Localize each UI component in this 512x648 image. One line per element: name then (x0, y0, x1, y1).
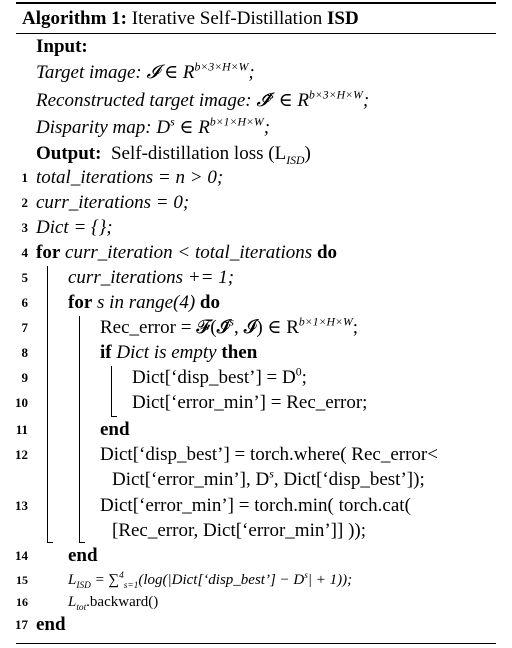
line-number: 4 (21, 245, 28, 260)
line-number: 6 (21, 295, 28, 310)
target-image-dims: b×3×H×W (194, 60, 249, 74)
line-number: 9 (21, 370, 28, 385)
algo-line-9 (0, 365, 512, 390)
output-label: Output: (36, 143, 102, 164)
line-number: 10 (15, 395, 28, 410)
line-text: curr_iterations += 1; (68, 267, 235, 288)
torch-where-args-b: , Dict[‘disp_best’]); (273, 469, 425, 490)
loss-body: (log(|Dict[‘disp_best’] − D (138, 572, 305, 588)
output-line (0, 141, 512, 166)
output-close: ) (304, 143, 311, 164)
rec-error-dims: b×1×H×W (298, 315, 353, 329)
algo-line-8 (0, 340, 512, 365)
torch-where-text: Dict[‘disp_best’] = torch.where( Rec_error< (100, 444, 438, 465)
line-number: 5 (21, 270, 28, 285)
output-sub: ISD (286, 153, 305, 167)
disp-best-sup: 0 (295, 365, 302, 379)
algo-line-5 (0, 265, 512, 290)
algo-line-10 (0, 390, 512, 415)
input-label-line (0, 34, 512, 59)
rec-error-text-b: , 𝓘) ∈ R (233, 317, 299, 338)
for-keyword: for (36, 242, 61, 263)
disparity-map-s: s (170, 115, 175, 129)
algo-line-13-cont (0, 518, 512, 543)
reconstructed-image-dims: b×3×H×W (308, 88, 363, 102)
rec-error-text: Rec_error = 𝓕(𝓘̃ (100, 317, 230, 338)
loop-condition: s in range(4) (97, 292, 196, 313)
output-text: Self-distillation loss (L (110, 143, 287, 164)
disparity-map-in: ∈ R (174, 117, 210, 138)
torch-where-sup: s (269, 467, 274, 481)
line-number: 2 (21, 195, 28, 210)
for-keyword: for (68, 292, 93, 313)
line-text: total_iterations = n > 0; (36, 167, 224, 188)
algo-line-14 (0, 543, 512, 568)
disparity-map-line: Disparity map: $D^s$ ∈ $R^{b\times 1\times H\times W}$; (36, 115, 271, 138)
algo-line-12-cont (0, 467, 512, 492)
loss-sup-s: s (304, 571, 308, 581)
torch-cat-args: [Rec_error, Dict[‘error_min’]] )); (112, 520, 367, 541)
algo-line-3 (0, 215, 512, 240)
loss-eq: = ∑ (90, 572, 120, 588)
algo-line-17 (0, 612, 512, 637)
algo-line-4 (0, 240, 512, 265)
line-number: 17 (15, 617, 28, 632)
loss-end: | + 1)); (307, 572, 353, 588)
reconstructed-image-text: Reconstructed target image: 𝓘̃ (36, 90, 270, 111)
end-keyword: end (100, 419, 130, 440)
algo-line-12 (0, 442, 512, 467)
torch-where-args: Dict[‘error_min’], D (112, 469, 270, 490)
line-number: 8 (21, 345, 28, 360)
then-keyword: then (221, 342, 258, 363)
disp-best-init: Dict[‘disp_best’] = D (132, 367, 296, 388)
algorithm-title: Iterative Self-Distillation (131, 8, 323, 29)
line-number: 14 (15, 548, 28, 563)
line-number: 3 (21, 220, 28, 235)
algo-line-7 (0, 315, 512, 340)
line-number: 7 (21, 320, 28, 335)
algo-line-6 (0, 290, 512, 315)
loss-sub: ISD (76, 581, 91, 591)
total-loss-symbol: L (68, 594, 77, 610)
line-number: 1 (21, 170, 28, 185)
line-number: 13 (15, 498, 28, 513)
end-keyword: end (36, 614, 66, 635)
total-loss-sub: tot (76, 603, 87, 613)
algorithm-label: Algorithm 1: (22, 8, 128, 29)
rec-error-sup-s: s (229, 315, 234, 329)
line-text: curr_iterations = 0; (36, 192, 190, 213)
if-condition: Dict is empty (116, 342, 217, 363)
do-keyword: do (316, 242, 338, 263)
bottom-rule (16, 643, 496, 644)
reconstructed-image-in: ∈ R (273, 90, 309, 111)
sum-upper: 4 (119, 571, 124, 581)
disparity-map-dims: b×1×H×W (209, 115, 264, 129)
reconstructed-image-line: Reconstructed target image: 𝓘̃$^s$ ∈ $R^{b\times 3\times H\times W}$; (36, 88, 370, 111)
algo-line-11 (0, 417, 512, 442)
backward-call: .backward() (86, 594, 159, 610)
if-keyword: if (100, 342, 112, 363)
top-rule (16, 2, 496, 4)
target-image-text: Target image: 𝓘 ∈ R (36, 62, 195, 83)
algorithm-caption (0, 6, 512, 31)
do-keyword: do (199, 292, 220, 313)
line-number: 11 (15, 422, 28, 437)
target-image-line: Target image: 𝓘 ∈ $R^{b\times 3\times H\times W}$; (36, 60, 255, 83)
sum-lower: s=1 (123, 581, 139, 591)
loss-symbol: L (68, 572, 77, 588)
rec-error-end: ; (352, 317, 359, 338)
line-text: Dict[‘error_min’] = Rec_error; (132, 392, 368, 413)
algo-line-1 (0, 165, 512, 190)
input-label: Input: (36, 36, 88, 57)
loop-condition: curr_iteration < total_iterations (65, 242, 313, 263)
line-number: 15 (16, 573, 28, 587)
disparity-map-text: Disparity map: D (36, 117, 171, 138)
algorithm-abbrev: ISD (327, 8, 359, 29)
line-text: Dict = {}; (36, 217, 113, 238)
reconstructed-image-s: s (269, 88, 274, 102)
algo-line-2 (0, 190, 512, 215)
algo-line-13 (0, 493, 512, 518)
line-number: 12 (15, 447, 28, 462)
end-keyword: end (68, 545, 98, 566)
torch-min-text: Dict[‘error_min’] = torch.min( torch.cat( (100, 495, 411, 516)
line-number: 16 (16, 595, 28, 609)
disp-best-end: ; (301, 367, 307, 388)
